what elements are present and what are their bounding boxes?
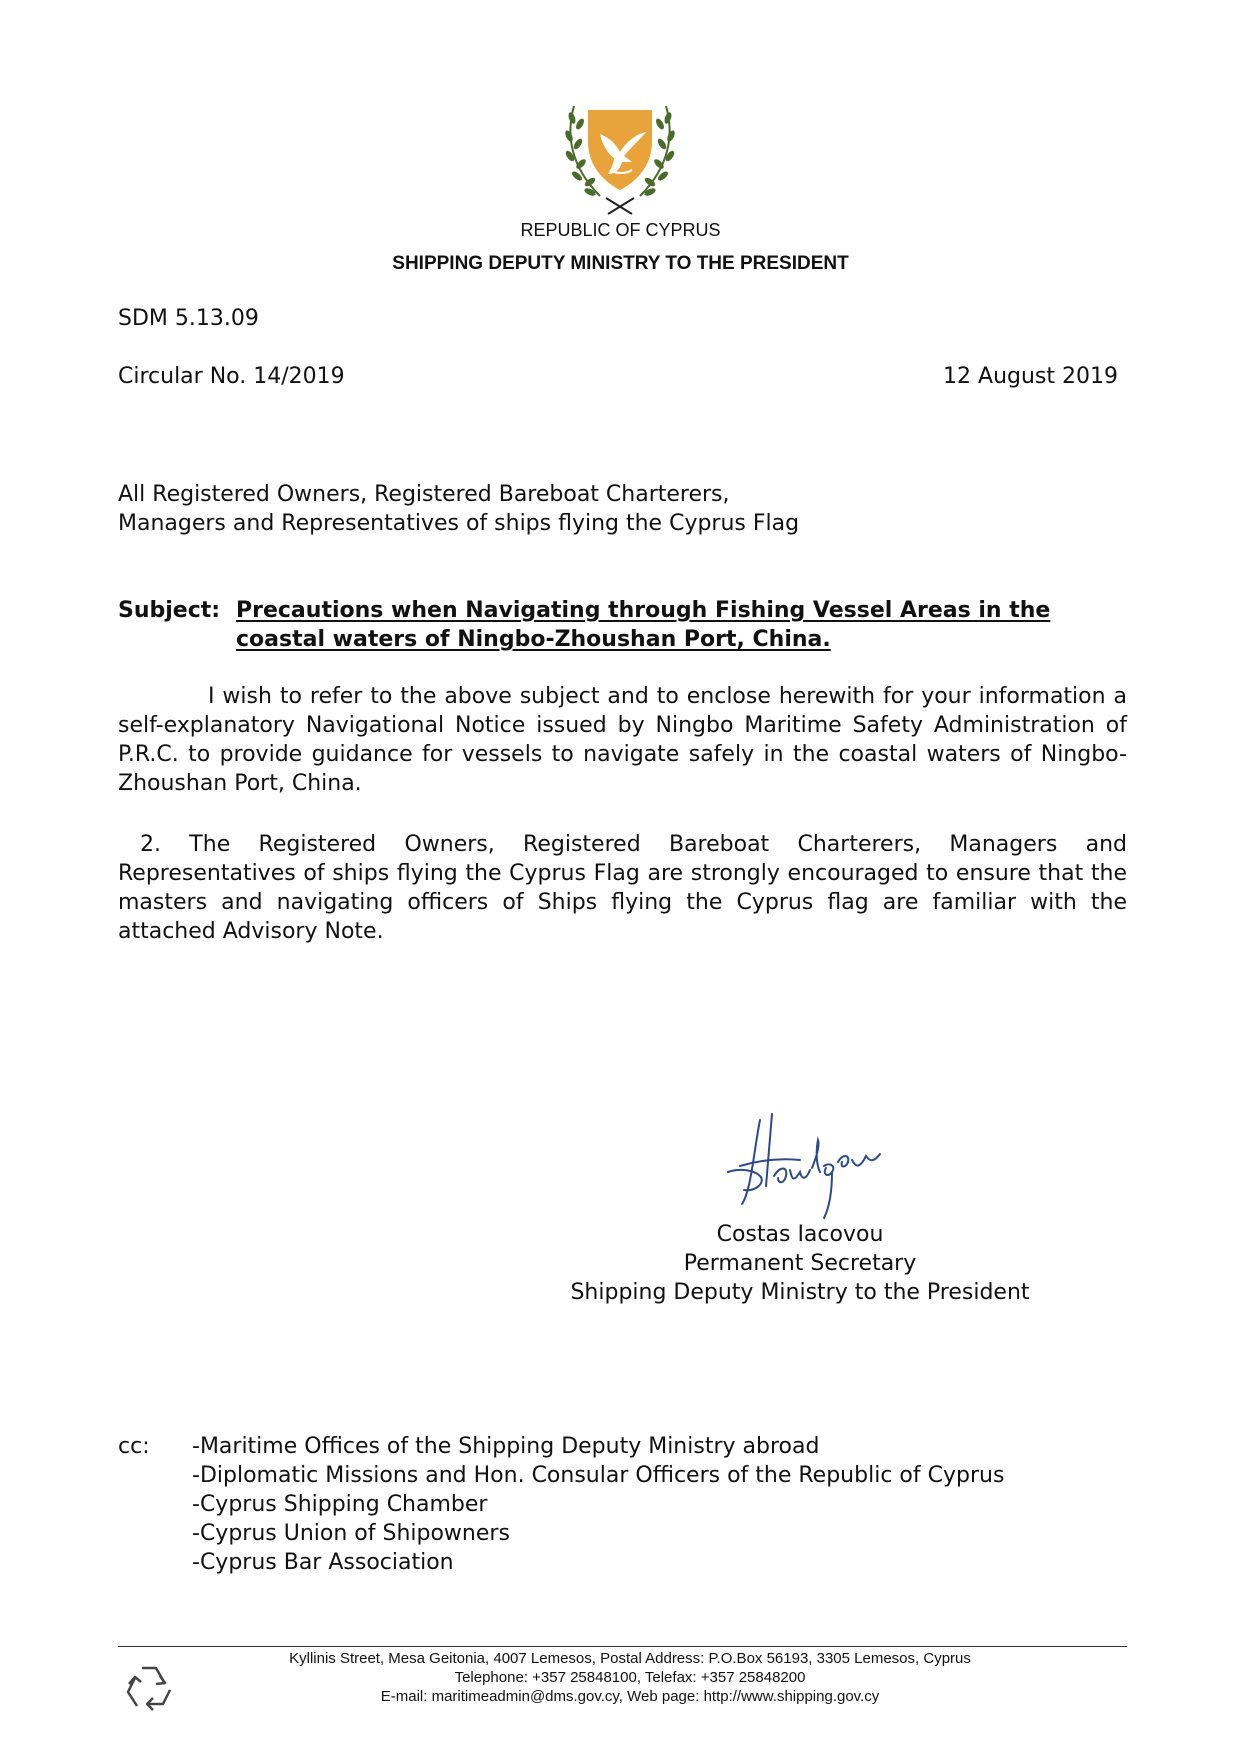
reference-number: SDM 5.13.09 [118, 306, 259, 331]
footer-phone: Telephone: +357 25848100, Telefax: +357 25848200 [454, 1669, 806, 1686]
signatory-name: Costas Iacovou [716, 1222, 884, 1247]
cc-label: cc: [118, 1434, 150, 1459]
signatory-title: Permanent Secretary [683, 1251, 917, 1276]
body-paragraph-2: 2. The Registered Owners, Registered Bareboat Charterers, Managers and Representatives of ships flying the Cyprus Flag are strongly encouraged to ensure that the masters and navigating officers of Ships flying the Cyprus flag are familiar with the attached Advisory Note. [118, 832, 1127, 944]
signature-icon [720, 1110, 890, 1225]
footer-block [180, 1649, 1080, 1706]
coat-of-arms-icon [560, 104, 680, 216]
cc-recipient: -Maritime Offices of the Shipping Deputy Ministry abroad [192, 1434, 820, 1459]
cc-recipient: -Cyprus Union of Shipowners [192, 1521, 510, 1546]
subject-title: Precautions when Navigating through Fishing Vessel Areas in the coastal waters of Ningbo-Zhoushan Port, China. [236, 598, 1051, 652]
body-paragraph-1: I wish to refer to the above subject and to enclose herewith for your information a self-explanatory Navigational Notice issued by Ningbo Maritime Safety Administration of P.R.C. to provide guidance for vessels to navigate safely in the coastal waters of Ningbo-Zhoushan Port, China. [118, 684, 1127, 796]
cc-recipient: -Cyprus Shipping Chamber [192, 1492, 488, 1517]
subject-text [236, 596, 1128, 654]
recycle-icon [120, 1660, 178, 1718]
circular-number: Circular No. 14/2019 [118, 364, 345, 389]
signatory-organization: Shipping Deputy Ministry to the President [570, 1280, 1030, 1305]
ministry-heading: SHIPPING DEPUTY MINISTRY TO THE PRESIDENT [392, 253, 849, 274]
footer-contact: E-mail: maritimeadmin@dms.gov.cy, Web page: http://www.shipping.gov.cy [380, 1688, 880, 1705]
circular-date: 12 August 2019 [943, 364, 1118, 389]
footer-address: Kyllinis Street, Mesa Geitonia, 4007 Lemesos, Postal Address: P.O.Box 56193, 3305 Lemesos, Cyprus [289, 1650, 971, 1667]
addressee-line: All Registered Owners, Registered Bareboat Charterers, [118, 482, 730, 507]
signature-block [560, 1220, 1040, 1307]
country-heading: REPUBLIC OF CYPRUS [520, 220, 721, 240]
cc-recipient: -Cyprus Bar Association [192, 1550, 454, 1575]
addressee-block [118, 480, 1118, 538]
cc-recipient: -Diplomatic Missions and Hon. Consular Officers of the Republic of Cyprus [192, 1463, 1005, 1488]
addressee-line: Managers and Representatives of ships flying the Cyprus Flag [118, 511, 800, 536]
subject-label: Subject: [118, 598, 221, 623]
cc-list [192, 1432, 1004, 1577]
footer-divider [118, 1646, 1127, 1647]
